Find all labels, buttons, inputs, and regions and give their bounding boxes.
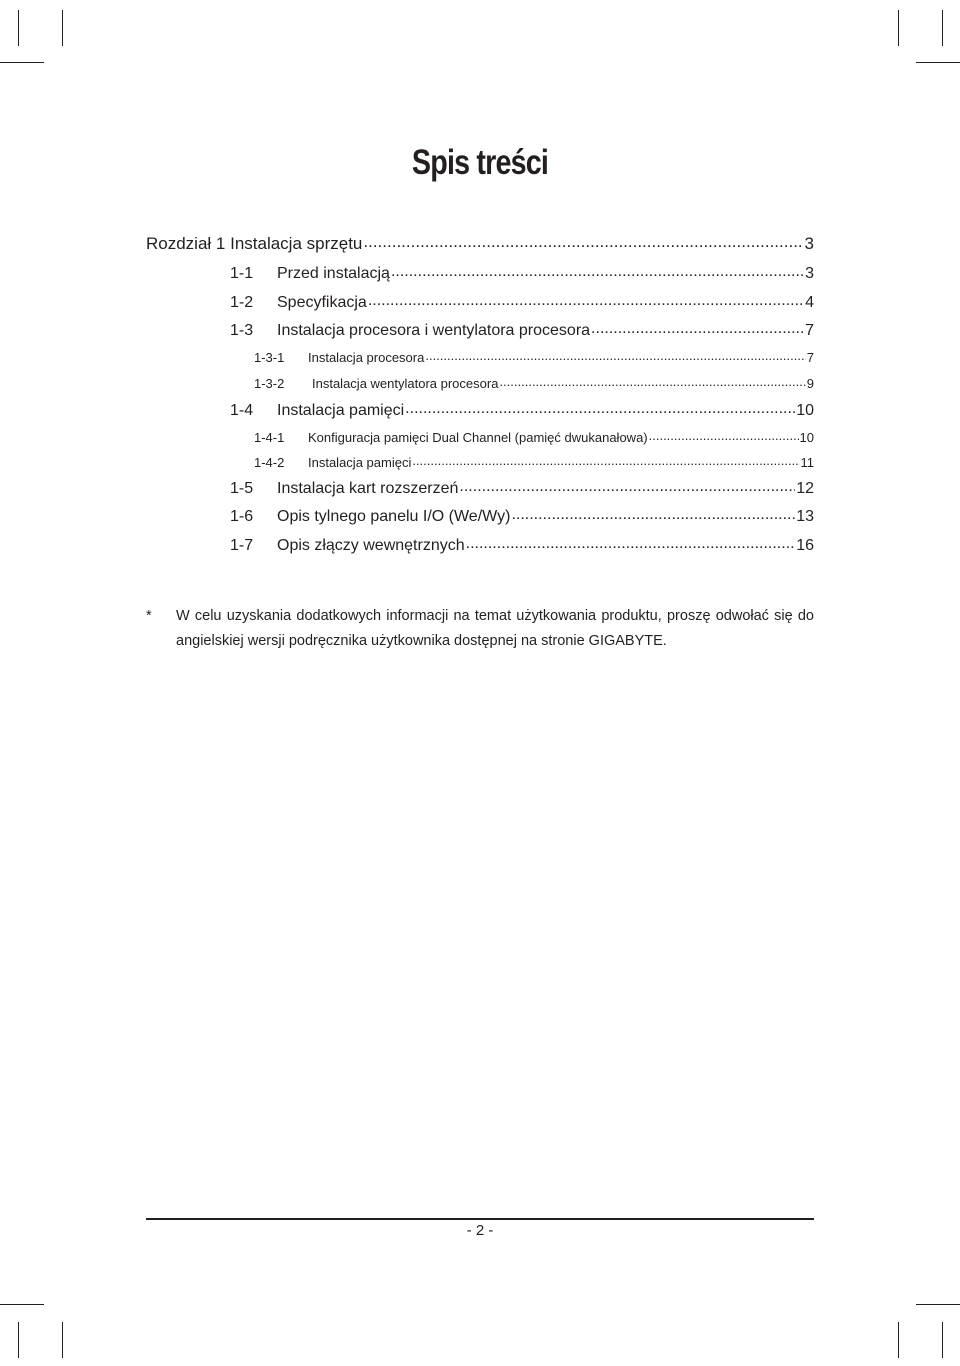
toc-leader bbox=[649, 428, 799, 443]
toc-label: Instalacja kart rozszerzeń bbox=[277, 480, 459, 497]
toc-label: Instalacja procesora i wentylatora procesora bbox=[277, 322, 591, 339]
page-title: Spis treści bbox=[411, 143, 549, 182]
toc-page: 3 bbox=[804, 234, 814, 253]
crop-mark bbox=[18, 1322, 19, 1358]
toc-leader bbox=[425, 348, 805, 363]
toc-number: 1-3 bbox=[230, 322, 254, 339]
crop-mark bbox=[942, 1322, 943, 1358]
toc-chapter[interactable] bbox=[146, 234, 814, 254]
toc-entry[interactable] bbox=[230, 294, 814, 312]
footnote-text bbox=[176, 604, 814, 654]
toc-label: Opis tylnego panelu I/O (We/Wy) bbox=[277, 508, 511, 525]
toc-subentry[interactable] bbox=[254, 350, 814, 365]
toc-number: 1-6 bbox=[230, 508, 254, 525]
toc-label: Przed instalacją bbox=[277, 265, 390, 282]
toc-page: 9 bbox=[806, 376, 814, 391]
toc-page: 12 bbox=[796, 480, 814, 497]
toc-number: 1-4 bbox=[230, 402, 254, 419]
toc-number: 1-4-2 bbox=[254, 455, 285, 470]
toc-leader bbox=[405, 400, 795, 418]
toc-subentry[interactable] bbox=[254, 430, 814, 445]
toc-leader bbox=[499, 374, 805, 389]
crop-mark bbox=[0, 1304, 44, 1305]
toc-entry[interactable] bbox=[230, 537, 814, 555]
crop-mark bbox=[62, 1322, 63, 1358]
toc-label: Instalacja wentylatora procesora bbox=[312, 376, 499, 391]
toc-page: 10 bbox=[799, 430, 814, 445]
toc-label: Instalacja procesora bbox=[308, 350, 425, 365]
toc-page: 7 bbox=[806, 350, 814, 365]
toc-number: 1-3-2 bbox=[254, 376, 285, 391]
table-of-contents bbox=[0, 0, 960, 600]
toc-number: 1-3-1 bbox=[254, 350, 285, 365]
crop-mark bbox=[898, 1322, 899, 1358]
toc-leader bbox=[391, 263, 804, 281]
toc-label: Specyfikacja bbox=[277, 294, 367, 311]
toc-number: 1-2 bbox=[230, 294, 254, 311]
toc-label: Opis złączy wewnętrznych bbox=[277, 537, 465, 554]
toc-entry[interactable] bbox=[230, 402, 814, 420]
page-number: - 2 - bbox=[466, 1222, 494, 1239]
crop-mark bbox=[916, 1304, 960, 1305]
toc-leader bbox=[511, 506, 795, 524]
footnote-line: W celu uzyskania dodatkowych informacji na temat użytkowania produktu, proszę odwołać się do bbox=[176, 608, 814, 624]
toc-label: Instalacja pamięci bbox=[277, 402, 405, 419]
toc-entry[interactable] bbox=[230, 265, 814, 283]
toc-number: 1-5 bbox=[230, 480, 254, 497]
toc-label: Konfiguracja pamięci Dual Channel (pamięć dwukanałowa) bbox=[308, 430, 648, 445]
toc-page: 7 bbox=[805, 322, 814, 339]
toc-number: 1-7 bbox=[230, 537, 254, 554]
toc-label: Instalacja pamięci bbox=[308, 455, 412, 470]
toc-subentry[interactable] bbox=[254, 455, 814, 470]
toc-leader bbox=[368, 292, 804, 310]
toc-number: 1-4-1 bbox=[254, 430, 285, 445]
toc-label: Rozdział 1 Instalacja sprzętu bbox=[146, 234, 363, 253]
toc-entry[interactable] bbox=[230, 480, 814, 498]
toc-number: 1-1 bbox=[230, 265, 254, 282]
toc-page: 3 bbox=[805, 265, 814, 282]
toc-entry[interactable] bbox=[230, 508, 814, 526]
toc-leader bbox=[459, 478, 795, 496]
toc-leader bbox=[412, 453, 799, 468]
toc-page: 13 bbox=[796, 508, 814, 525]
toc-page: 4 bbox=[805, 294, 814, 311]
toc-page: 16 bbox=[796, 537, 814, 554]
toc-leader bbox=[591, 320, 804, 338]
footnote-line: angielskiej wersji podręcznika użytkownika dostępnej na stronie GIGABYTE. bbox=[176, 633, 667, 649]
toc-entry[interactable] bbox=[230, 322, 814, 340]
footnote-marker: * bbox=[146, 608, 152, 624]
toc-subentry[interactable] bbox=[254, 376, 814, 391]
toc-page: 11 bbox=[800, 455, 814, 470]
toc-leader bbox=[363, 232, 803, 252]
footnote bbox=[146, 604, 814, 654]
toc-page: 10 bbox=[796, 402, 814, 419]
footer-rule bbox=[146, 1218, 814, 1220]
toc-leader bbox=[466, 535, 796, 553]
